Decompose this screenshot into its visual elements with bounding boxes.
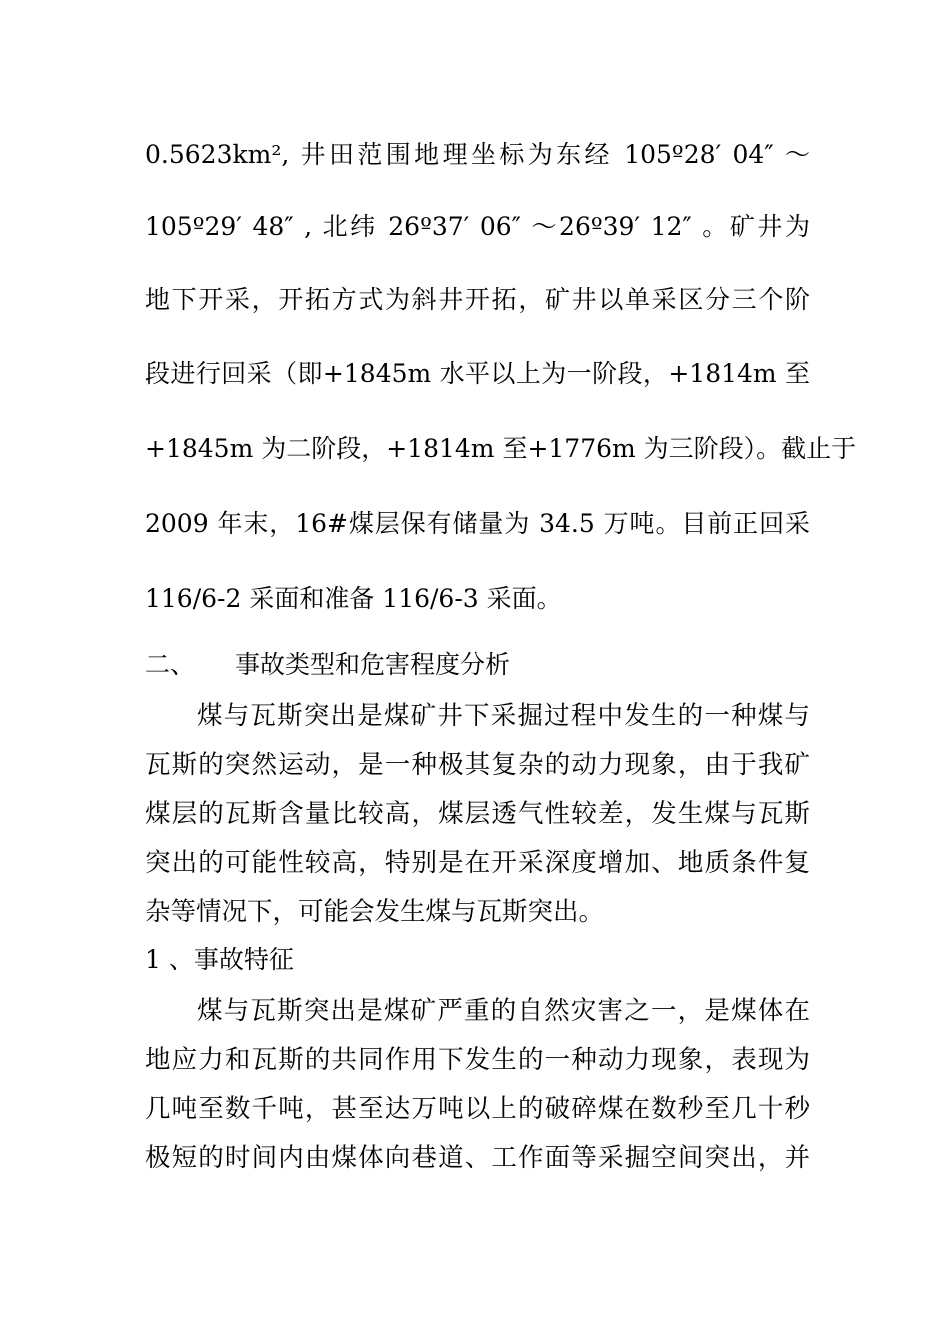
subsection-heading: 1 、事故特征 <box>145 945 294 974</box>
body-line: 116/6-2 采面和准备 116/6-3 采面。 <box>145 584 562 613</box>
paragraph <box>145 692 810 937</box>
section-heading <box>145 648 510 682</box>
paragraph-line: 煤与瓦斯突出是煤矿严重的自然灾害之一，是煤体在 <box>197 996 810 1026</box>
paragraph-line: 瓦斯的突然运动，是一种极其复杂的动力现象，由于我矿 <box>145 750 810 780</box>
paragraph-line: 几吨至数千吨，甚至达万吨以上的破碎煤在数秒至几十秒 <box>145 1094 810 1124</box>
paragraph-line: 地应力和瓦斯的共同作用下发生的一种动力现象，表现为 <box>145 1045 810 1075</box>
section-title: 事故类型和危害程度分析 <box>235 650 511 679</box>
body-line: +1845m 为二阶段，+1814m 至+1776m 为三阶段）。截止于 <box>145 434 857 463</box>
paragraph-line: 极短的时间内由煤体向巷道、工作面等采掘空间突出，并 <box>145 1143 810 1173</box>
paragraph-line: 煤与瓦斯突出是煤矿井下采掘过程中发生的一种煤与 <box>197 701 810 731</box>
body-line: 105º29′ 48″ , 北纬 26º37′ 06″ ～26º39′ 12″ 。矿井为 <box>145 212 810 241</box>
paragraph-line: 杂等情况下，可能会发生煤与瓦斯突出。 <box>145 897 605 927</box>
section-number: 二、 <box>145 650 196 679</box>
body-line: 2009 年末，16#煤层保有储量为 34.5 万吨。目前正回采 <box>145 509 810 538</box>
body-line: 段进行回采（即+1845m 水平以上为一阶段，+1814m 至 <box>145 359 810 388</box>
paragraph <box>145 987 810 1183</box>
paragraph-line: 突出的可能性较高，特别是在开采深度增加、地质条件复 <box>145 848 810 878</box>
body-line: 0.5623km², 井田范围地理坐标为东经 105º28′ 04″ ～ <box>145 140 810 169</box>
paragraph-line: 煤层的瓦斯含量比较高，煤层透气性较差，发生煤与瓦斯 <box>145 799 810 829</box>
body-line: 地下开采，开拓方式为斜井开拓，矿井以单采区分三个阶 <box>145 285 810 314</box>
